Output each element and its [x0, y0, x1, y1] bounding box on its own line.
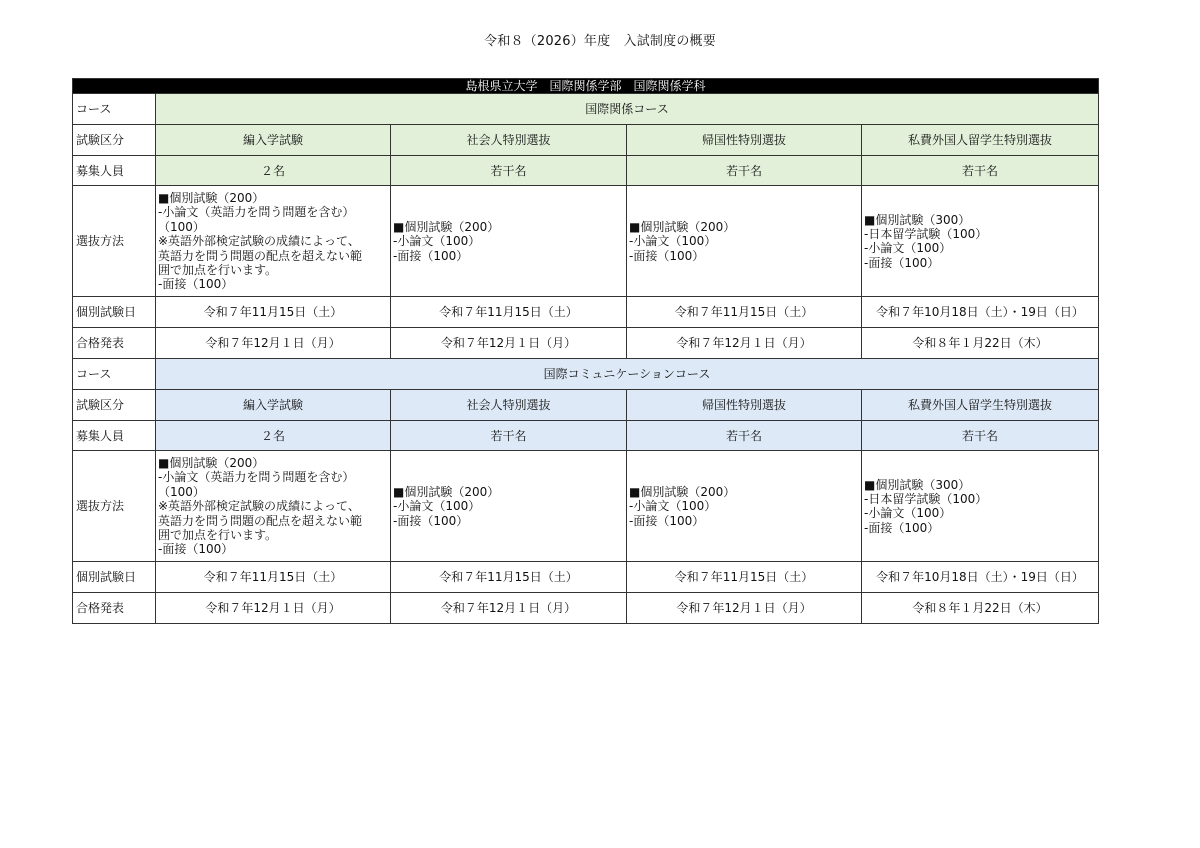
- admissions-table: [72, 78, 1099, 624]
- method-line: -小論文（100）: [393, 499, 481, 514]
- method-cell: [862, 186, 1099, 297]
- method-label: 選抜方法: [73, 186, 156, 297]
- exam-date-row: [73, 562, 1099, 593]
- method-row: [73, 186, 1099, 297]
- category-cell: 編入学試験: [156, 125, 391, 156]
- category-label: 試験区分: [73, 390, 156, 421]
- method-line: -小論文（100）: [864, 241, 952, 256]
- capacity-cell: 若干名: [627, 156, 862, 186]
- capacity-label: 募集人員: [73, 156, 156, 186]
- announce-cell: 令和７年12月１日（月）: [156, 593, 391, 624]
- method-line: -面接（100）: [393, 248, 469, 263]
- method-line: -面接（100）: [158, 277, 234, 292]
- method-row: [73, 451, 1099, 562]
- table-header-row: [73, 79, 1099, 94]
- category-cell: 編入学試験: [156, 390, 391, 421]
- announce-cell: 令和７年12月１日（月）: [391, 328, 627, 359]
- method-line: -面接（100）: [864, 255, 940, 270]
- method-line: 英語力を問う問題の配点を超えない範: [158, 513, 363, 528]
- method-cell: [391, 186, 627, 297]
- exam-date-row: [73, 297, 1099, 328]
- method-line: ■個別試験（200）: [629, 219, 736, 234]
- exam-date-label: 個別試験日: [73, 297, 156, 328]
- method-cell: [627, 186, 862, 297]
- method-line: ■個別試験（200）: [393, 484, 500, 499]
- method-line: -面接（100）: [393, 513, 469, 528]
- announce-cell: 令和７年12月１日（月）: [391, 593, 627, 624]
- method-line: 囲で加点を行います。: [158, 262, 278, 277]
- category-cell: 帰国性特別選抜: [627, 125, 862, 156]
- announce-row: [73, 593, 1099, 624]
- method-line: -日本留学試験（100）: [864, 227, 988, 241]
- method-line: -小論文（100）: [629, 499, 717, 514]
- method-line: ■個別試験（300）: [864, 477, 971, 492]
- category-row: [73, 390, 1099, 421]
- method-cell: [627, 451, 862, 562]
- capacity-cell: 若干名: [862, 156, 1099, 186]
- category-cell: 私費外国人留学生特別選抜: [862, 390, 1099, 421]
- method-line: -小論文（英語力を問う問題を含む）: [158, 470, 355, 485]
- capacity-cell: ２名: [156, 421, 391, 451]
- document-title: 令和８（2026）年度 入試制度の概要: [484, 34, 716, 49]
- exam-date-cell: 令和７年11月15日（土）: [391, 297, 627, 328]
- announce-cell: 令和８年１月22日（木）: [862, 593, 1099, 624]
- method-line: -面接（100）: [629, 248, 705, 263]
- method-cell: [391, 451, 627, 562]
- method-line: ■個別試験（200）: [158, 456, 265, 471]
- method-line: ■個別試験（300）: [864, 212, 971, 227]
- method-cell: [156, 451, 391, 562]
- method-line: -小論文（100）: [629, 234, 717, 249]
- method-line: 囲で加点を行います。: [158, 527, 278, 542]
- course-name: 国際関係コース: [156, 94, 1099, 125]
- category-cell: 帰国性特別選抜: [627, 390, 862, 421]
- method-label: 選抜方法: [73, 451, 156, 562]
- method-line: ■個別試験（200）: [393, 219, 500, 234]
- course-name: 国際コミュニケーションコース: [156, 359, 1099, 390]
- announce-label: 合格発表: [73, 328, 156, 359]
- method-line: -面接（100）: [629, 513, 705, 528]
- announce-label: 合格発表: [73, 593, 156, 624]
- exam-date-cell: 令和７年11月15日（土）: [391, 562, 627, 593]
- capacity-label: 募集人員: [73, 421, 156, 451]
- announce-cell: 令和７年12月１日（月）: [627, 328, 862, 359]
- capacity-cell: 若干名: [862, 421, 1099, 451]
- course-label: コース: [73, 94, 156, 125]
- capacity-cell: 若干名: [627, 421, 862, 451]
- course-row: [73, 359, 1099, 390]
- announce-cell: 令和７年12月１日（月）: [156, 328, 391, 359]
- category-cell: 社会人特別選抜: [391, 390, 627, 421]
- exam-date-cell: 令和７年11月15日（土）: [627, 297, 862, 328]
- capacity-cell: ２名: [156, 156, 391, 186]
- category-label: 試験区分: [73, 125, 156, 156]
- method-line: -日本留学試験（100）: [864, 492, 988, 506]
- capacity-cell: 若干名: [391, 421, 627, 451]
- exam-date-label: 個別試験日: [73, 562, 156, 593]
- method-line: ■個別試験（200）: [158, 191, 265, 206]
- exam-date-cell: 令和７年10月18日（土）・19日（日）: [862, 562, 1099, 593]
- category-cell: 私費外国人留学生特別選抜: [862, 125, 1099, 156]
- announce-cell: 令和７年12月１日（月）: [627, 593, 862, 624]
- exam-date-cell: 令和７年11月15日（土）: [627, 562, 862, 593]
- method-line: -面接（100）: [864, 520, 940, 535]
- method-line: ■個別試験（200）: [629, 484, 736, 499]
- exam-date-cell: 令和７年10月18日（土）・19日（日）: [862, 297, 1099, 328]
- category-cell: 社会人特別選抜: [391, 125, 627, 156]
- course-row: [73, 94, 1099, 125]
- capacity-row: [73, 156, 1099, 186]
- method-line: 英語力を問う問題の配点を超えない範: [158, 248, 363, 263]
- capacity-cell: 若干名: [391, 156, 627, 186]
- method-line: ※英語外部検定試験の成績によって、: [158, 234, 360, 249]
- category-row: [73, 125, 1099, 156]
- exam-date-cell: 令和７年11月15日（土）: [156, 297, 391, 328]
- method-cell: [156, 186, 391, 297]
- method-cell: [862, 451, 1099, 562]
- capacity-row: [73, 421, 1099, 451]
- course-label: コース: [73, 359, 156, 390]
- method-line: ※英語外部検定試験の成績によって、: [158, 499, 360, 514]
- method-line: -小論文（100）: [864, 506, 952, 521]
- announce-cell: 令和８年１月22日（木）: [862, 328, 1099, 359]
- faculty-header: 島根県立大学 国際関係学部 国際関係学科: [73, 79, 1099, 94]
- exam-date-cell: 令和７年11月15日（土）: [156, 562, 391, 593]
- method-line: （100）: [158, 219, 205, 234]
- method-line: -小論文（英語力を問う問題を含む）: [158, 205, 355, 220]
- announce-row: [73, 328, 1099, 359]
- method-line: -面接（100）: [158, 542, 234, 557]
- method-line: （100）: [158, 484, 205, 499]
- method-line: -小論文（100）: [393, 234, 481, 249]
